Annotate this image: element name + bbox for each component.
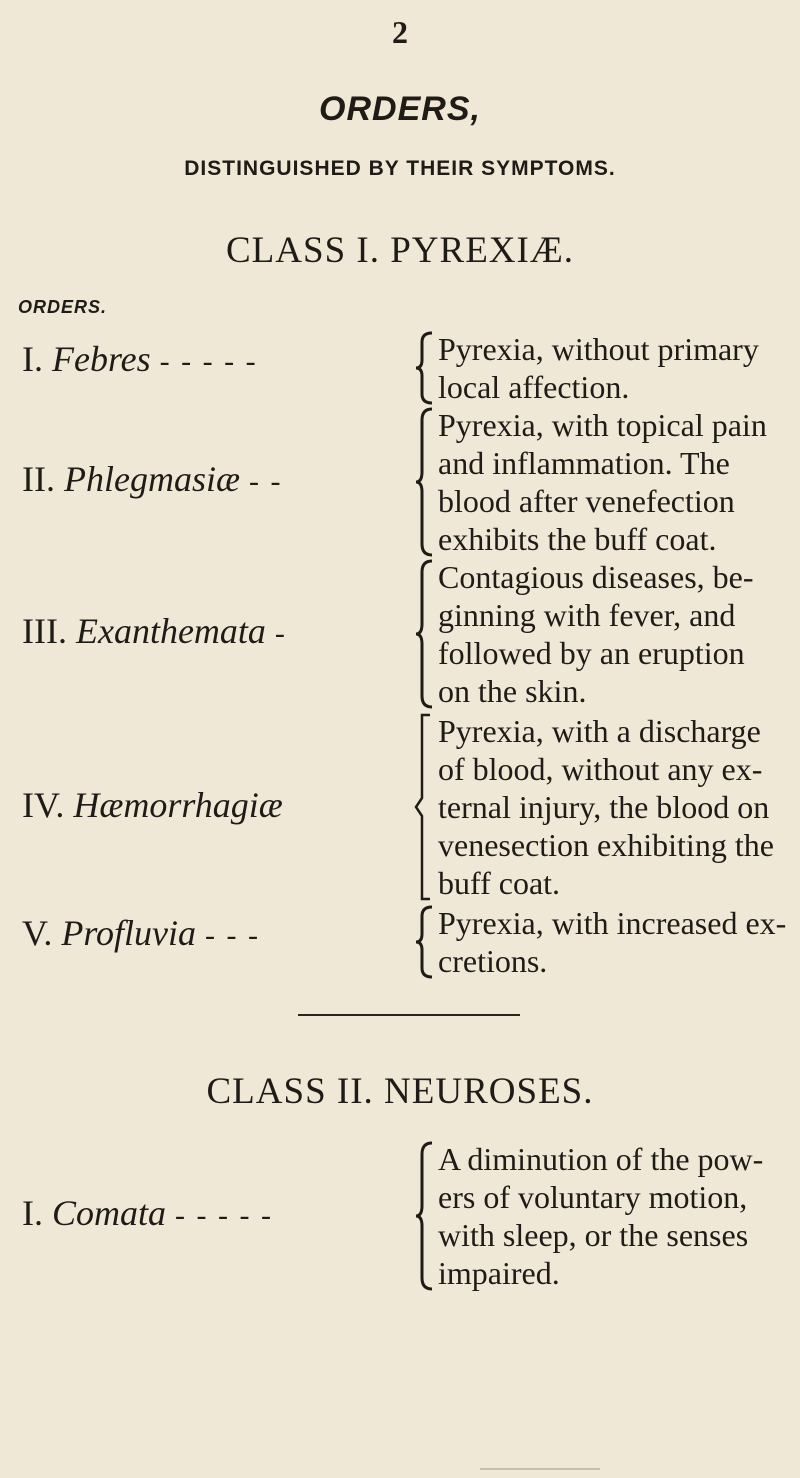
bracket-icon [414, 712, 436, 902]
order-description: Pyrexia, with increased ex- cretions. [438, 905, 787, 979]
page-title: ORDERS, [319, 90, 481, 128]
paper-mark [480, 1468, 600, 1470]
order-name: V. Profluvia - - - [22, 913, 260, 953]
brace-icon [414, 904, 436, 980]
order-description: Pyrexia, with topical pain and inflammation. The blood after venefection exhibits the buff coat. [438, 407, 767, 557]
brace-icon [414, 406, 436, 558]
page-subtitle: DISTINGUISHED BY THEIR SYMPTOMS. [184, 157, 616, 180]
class-2-heading: CLASS II. NEUROSES. [206, 1071, 594, 1112]
brace-icon [414, 1140, 436, 1292]
order-description: Pyrexia, without primary local affection. [438, 331, 759, 405]
order-name: II. Phlegmasiæ - - [22, 459, 283, 499]
page-number: 2 [392, 14, 408, 50]
section-divider [298, 1014, 520, 1016]
order-description: Contagious diseases, be- ginning with fever, and followed by an eruption on the skin. [438, 559, 754, 709]
class-1-heading: CLASS I. PYREXIÆ. [226, 230, 574, 271]
order-name: I. Comata - - - - - [22, 1193, 273, 1233]
order-name: I. Febres - - - - - [22, 339, 258, 379]
orders-label: ORDERS. [18, 297, 108, 317]
order-description: A diminution of the pow- ers of voluntary motion, with sleep, or the senses impaired. [438, 1141, 764, 1291]
order-name: IV. Hæmorrhagiæ [22, 785, 283, 825]
order-description: Pyrexia, with a discharge of blood, without any ex- ternal injury, the blood on venesection exhibiting the buff coat. [438, 713, 774, 901]
brace-icon [414, 558, 436, 710]
brace-icon [414, 330, 436, 406]
order-name: III. Exanthemata - [22, 611, 287, 651]
